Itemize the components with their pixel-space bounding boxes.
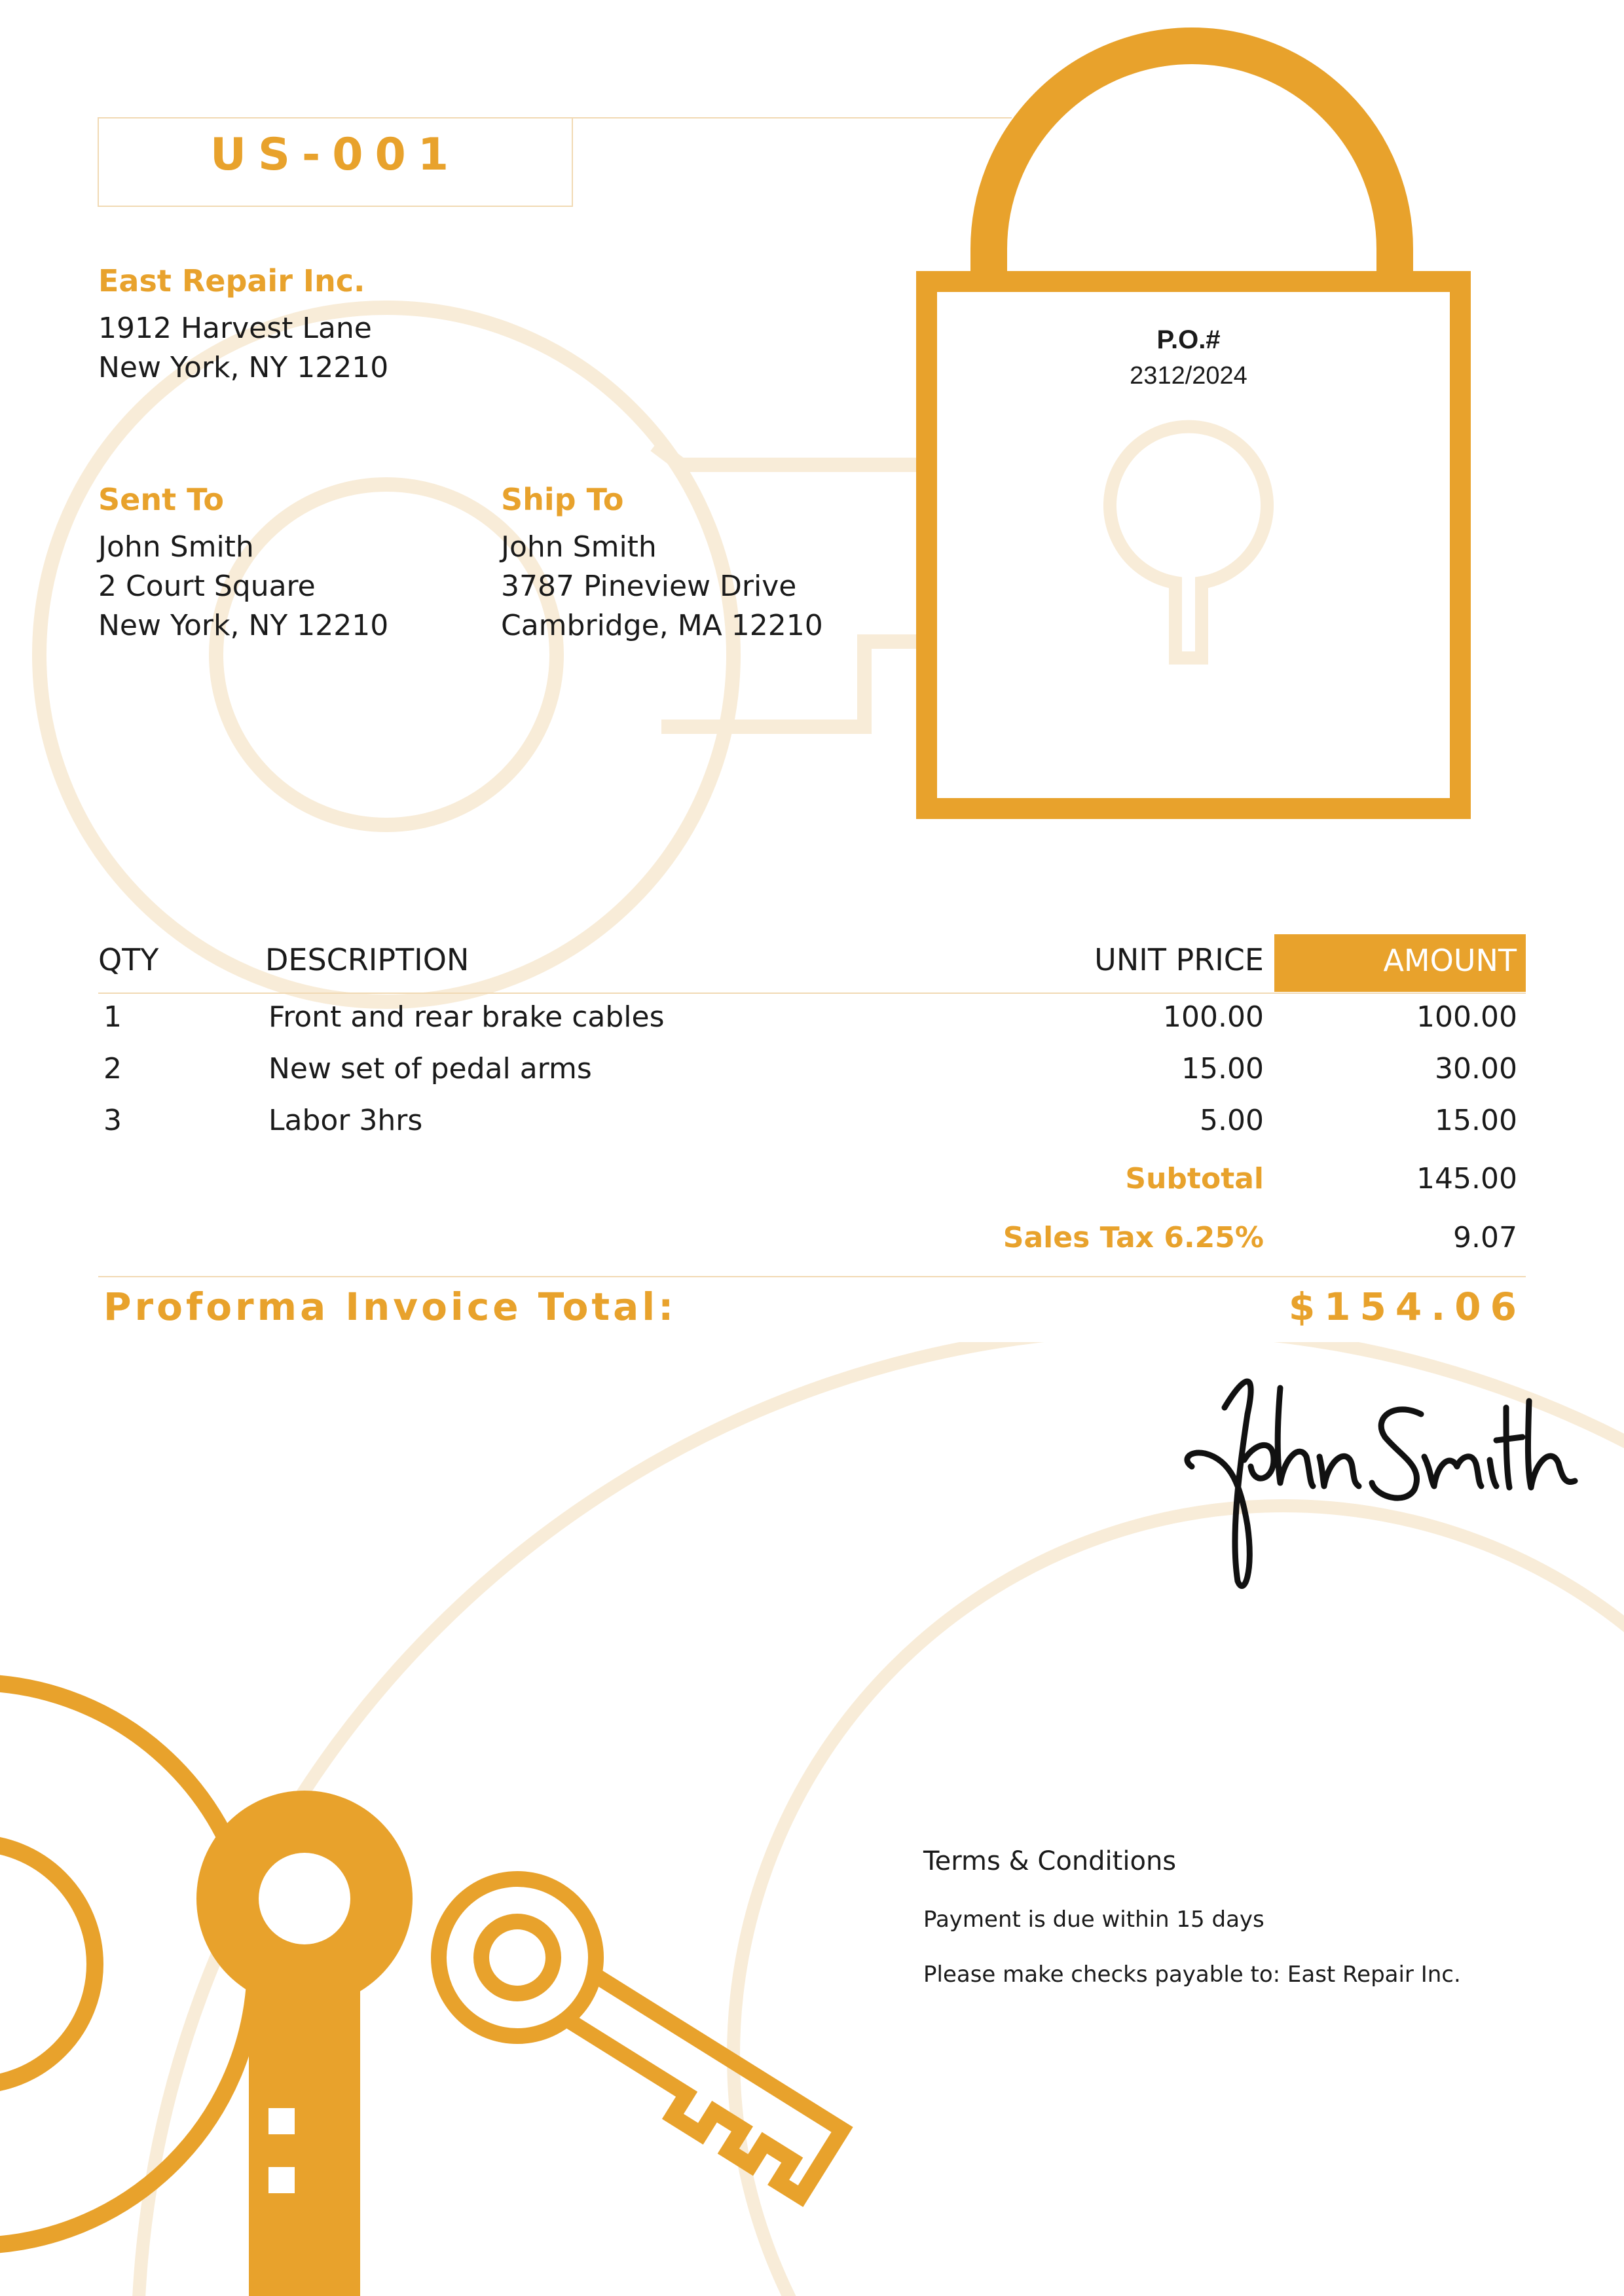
- po-number: 2312/2024: [1130, 362, 1247, 390]
- col-header-amount: AMOUNT: [1274, 934, 1526, 992]
- col-header-description: DESCRIPTION: [265, 942, 470, 977]
- sent-to-name: John Smith: [98, 530, 254, 564]
- row1-unit-price: 100.00: [1163, 1000, 1264, 1034]
- po-label: P.O.#: [1156, 325, 1221, 354]
- terms-title: Terms & Conditions: [923, 1846, 1177, 1876]
- row2-unit-price: 15.00: [1181, 1052, 1264, 1085]
- background-key-outline-icon: [39, 308, 917, 1002]
- sent-to-address-line2: New York, NY 12210: [98, 609, 389, 642]
- total-rule: [98, 1276, 1526, 1277]
- terms-payment-due: Payment is due within 15 days: [923, 1906, 1264, 1933]
- seller-address-line1: 1912 Harvest Lane: [98, 312, 372, 345]
- total-label: Proforma Invoice Total:: [103, 1285, 677, 1329]
- row1-description: Front and rear brake cables: [268, 1000, 665, 1034]
- row2-qty: 2: [103, 1052, 122, 1085]
- ship-to-name: John Smith: [501, 530, 657, 564]
- padlock-icon: [927, 46, 1460, 809]
- col-header-unit-price: UNIT PRICE: [1094, 942, 1264, 977]
- row2-description: New set of pedal arms: [268, 1052, 592, 1085]
- row3-unit-price: 5.00: [1200, 1104, 1264, 1137]
- ship-to-address-line2: Cambridge, MA 12210: [501, 609, 823, 642]
- row3-amount: 15.00: [1435, 1104, 1517, 1137]
- row3-qty: 3: [103, 1104, 122, 1137]
- seller-name: East Repair Inc.: [98, 263, 365, 299]
- total-value: $154.06: [1288, 1285, 1526, 1329]
- subtotal-value: 145.00: [1416, 1162, 1517, 1195]
- row1-amount: 100.00: [1416, 1000, 1517, 1034]
- seller-address-line2: New York, NY 12210: [98, 351, 389, 384]
- table-header-rule: [98, 993, 1526, 994]
- sent-to-heading: Sent To: [98, 482, 224, 517]
- col-header-qty: QTY: [98, 942, 159, 977]
- header-rule: [573, 117, 1012, 118]
- row1-qty: 1: [103, 1000, 122, 1034]
- sales-tax-label: Sales Tax 6.25%: [1003, 1221, 1264, 1254]
- ship-to-heading: Ship To: [501, 482, 624, 517]
- invoice-number: US-001: [210, 129, 461, 181]
- row2-amount: 30.00: [1435, 1052, 1517, 1085]
- terms-payable-to: Please make checks payable to: East Repair Inc.: [923, 1961, 1461, 1988]
- sales-tax-value: 9.07: [1453, 1221, 1517, 1254]
- ship-to-address-line1: 3787 Pineview Drive: [501, 570, 797, 603]
- subtotal-label: Subtotal: [1125, 1162, 1264, 1195]
- sent-to-address-line1: 2 Court Square: [98, 570, 316, 603]
- row3-description: Labor 3hrs: [268, 1104, 423, 1137]
